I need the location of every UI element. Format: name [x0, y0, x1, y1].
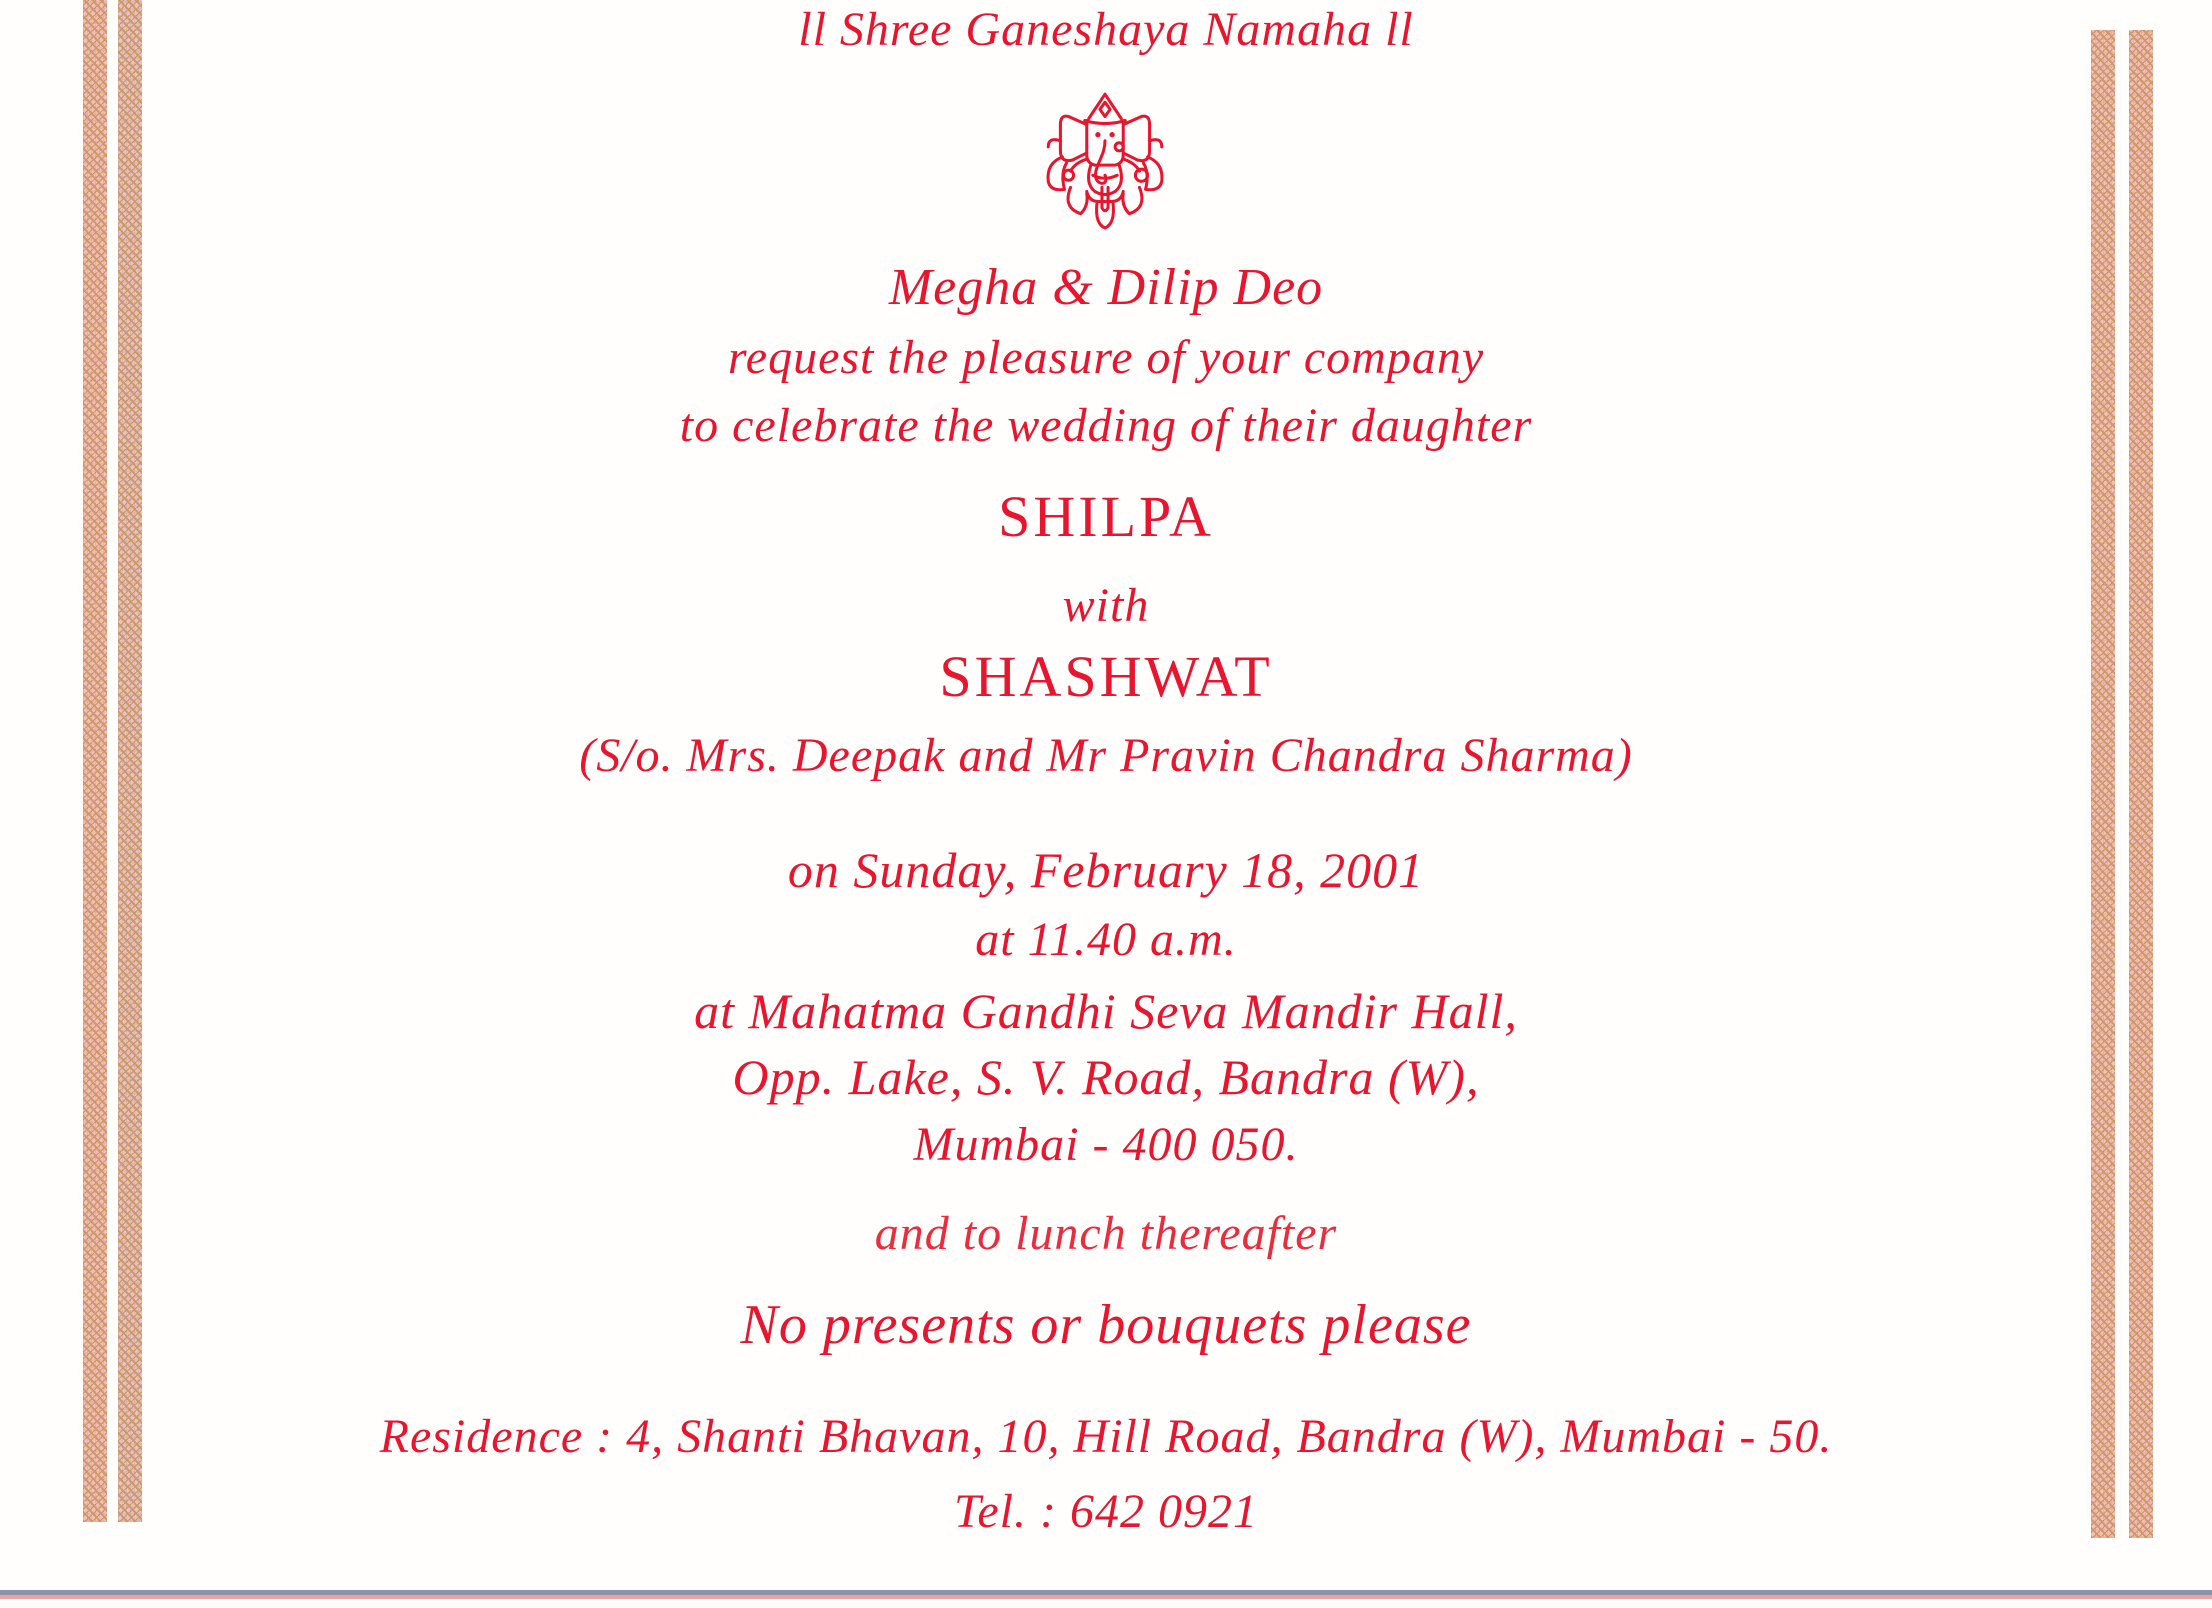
ganesha-lotus-icon [1030, 82, 1180, 234]
venue-street: Opp. Lake, S. V. Road, Bandra (W), [732, 1049, 1480, 1105]
event-date: on Sunday, February 18, 2001 [787, 842, 1425, 898]
host-names: Megha & Dilip Deo [888, 259, 1324, 316]
bottom-scan-edge-rule [0, 1590, 2212, 1600]
lunch-line: and to lunch thereafter [874, 1207, 1338, 1260]
venue-city: Mumbai - 400 050. [913, 1118, 1299, 1171]
occasion-line: to celebrate the wedding of their daughter [679, 399, 1533, 452]
venue-hall: at Mahatma Gandhi Seva Mandir Hall, [694, 983, 1518, 1039]
bride-name: SHILPA [998, 484, 1214, 549]
request-line: request the pleasure of your company [727, 331, 1485, 384]
groom-parents-line: (S/o. Mrs. Deepak and Mr Pravin Chandra Sharma) [579, 729, 1633, 782]
event-time: at 11.40 a.m. [975, 913, 1237, 966]
bottom-rule-pink-band [0, 1595, 2212, 1599]
telephone-number: Tel. : 642 0921 [954, 1485, 1258, 1538]
groom-name: SHASHWAT [939, 644, 1273, 709]
no-presents-note: No presents or bouquets please [740, 1294, 1472, 1356]
conjunction-text: with [1062, 579, 1150, 632]
invocation-text: ll Shree Ganeshaya Namaha ll [798, 3, 1414, 56]
residence-address: Residence : 4, Shanti Bhavan, 10, Hill Road, Bandra (W), Mumbai - 50. [379, 1410, 1833, 1463]
